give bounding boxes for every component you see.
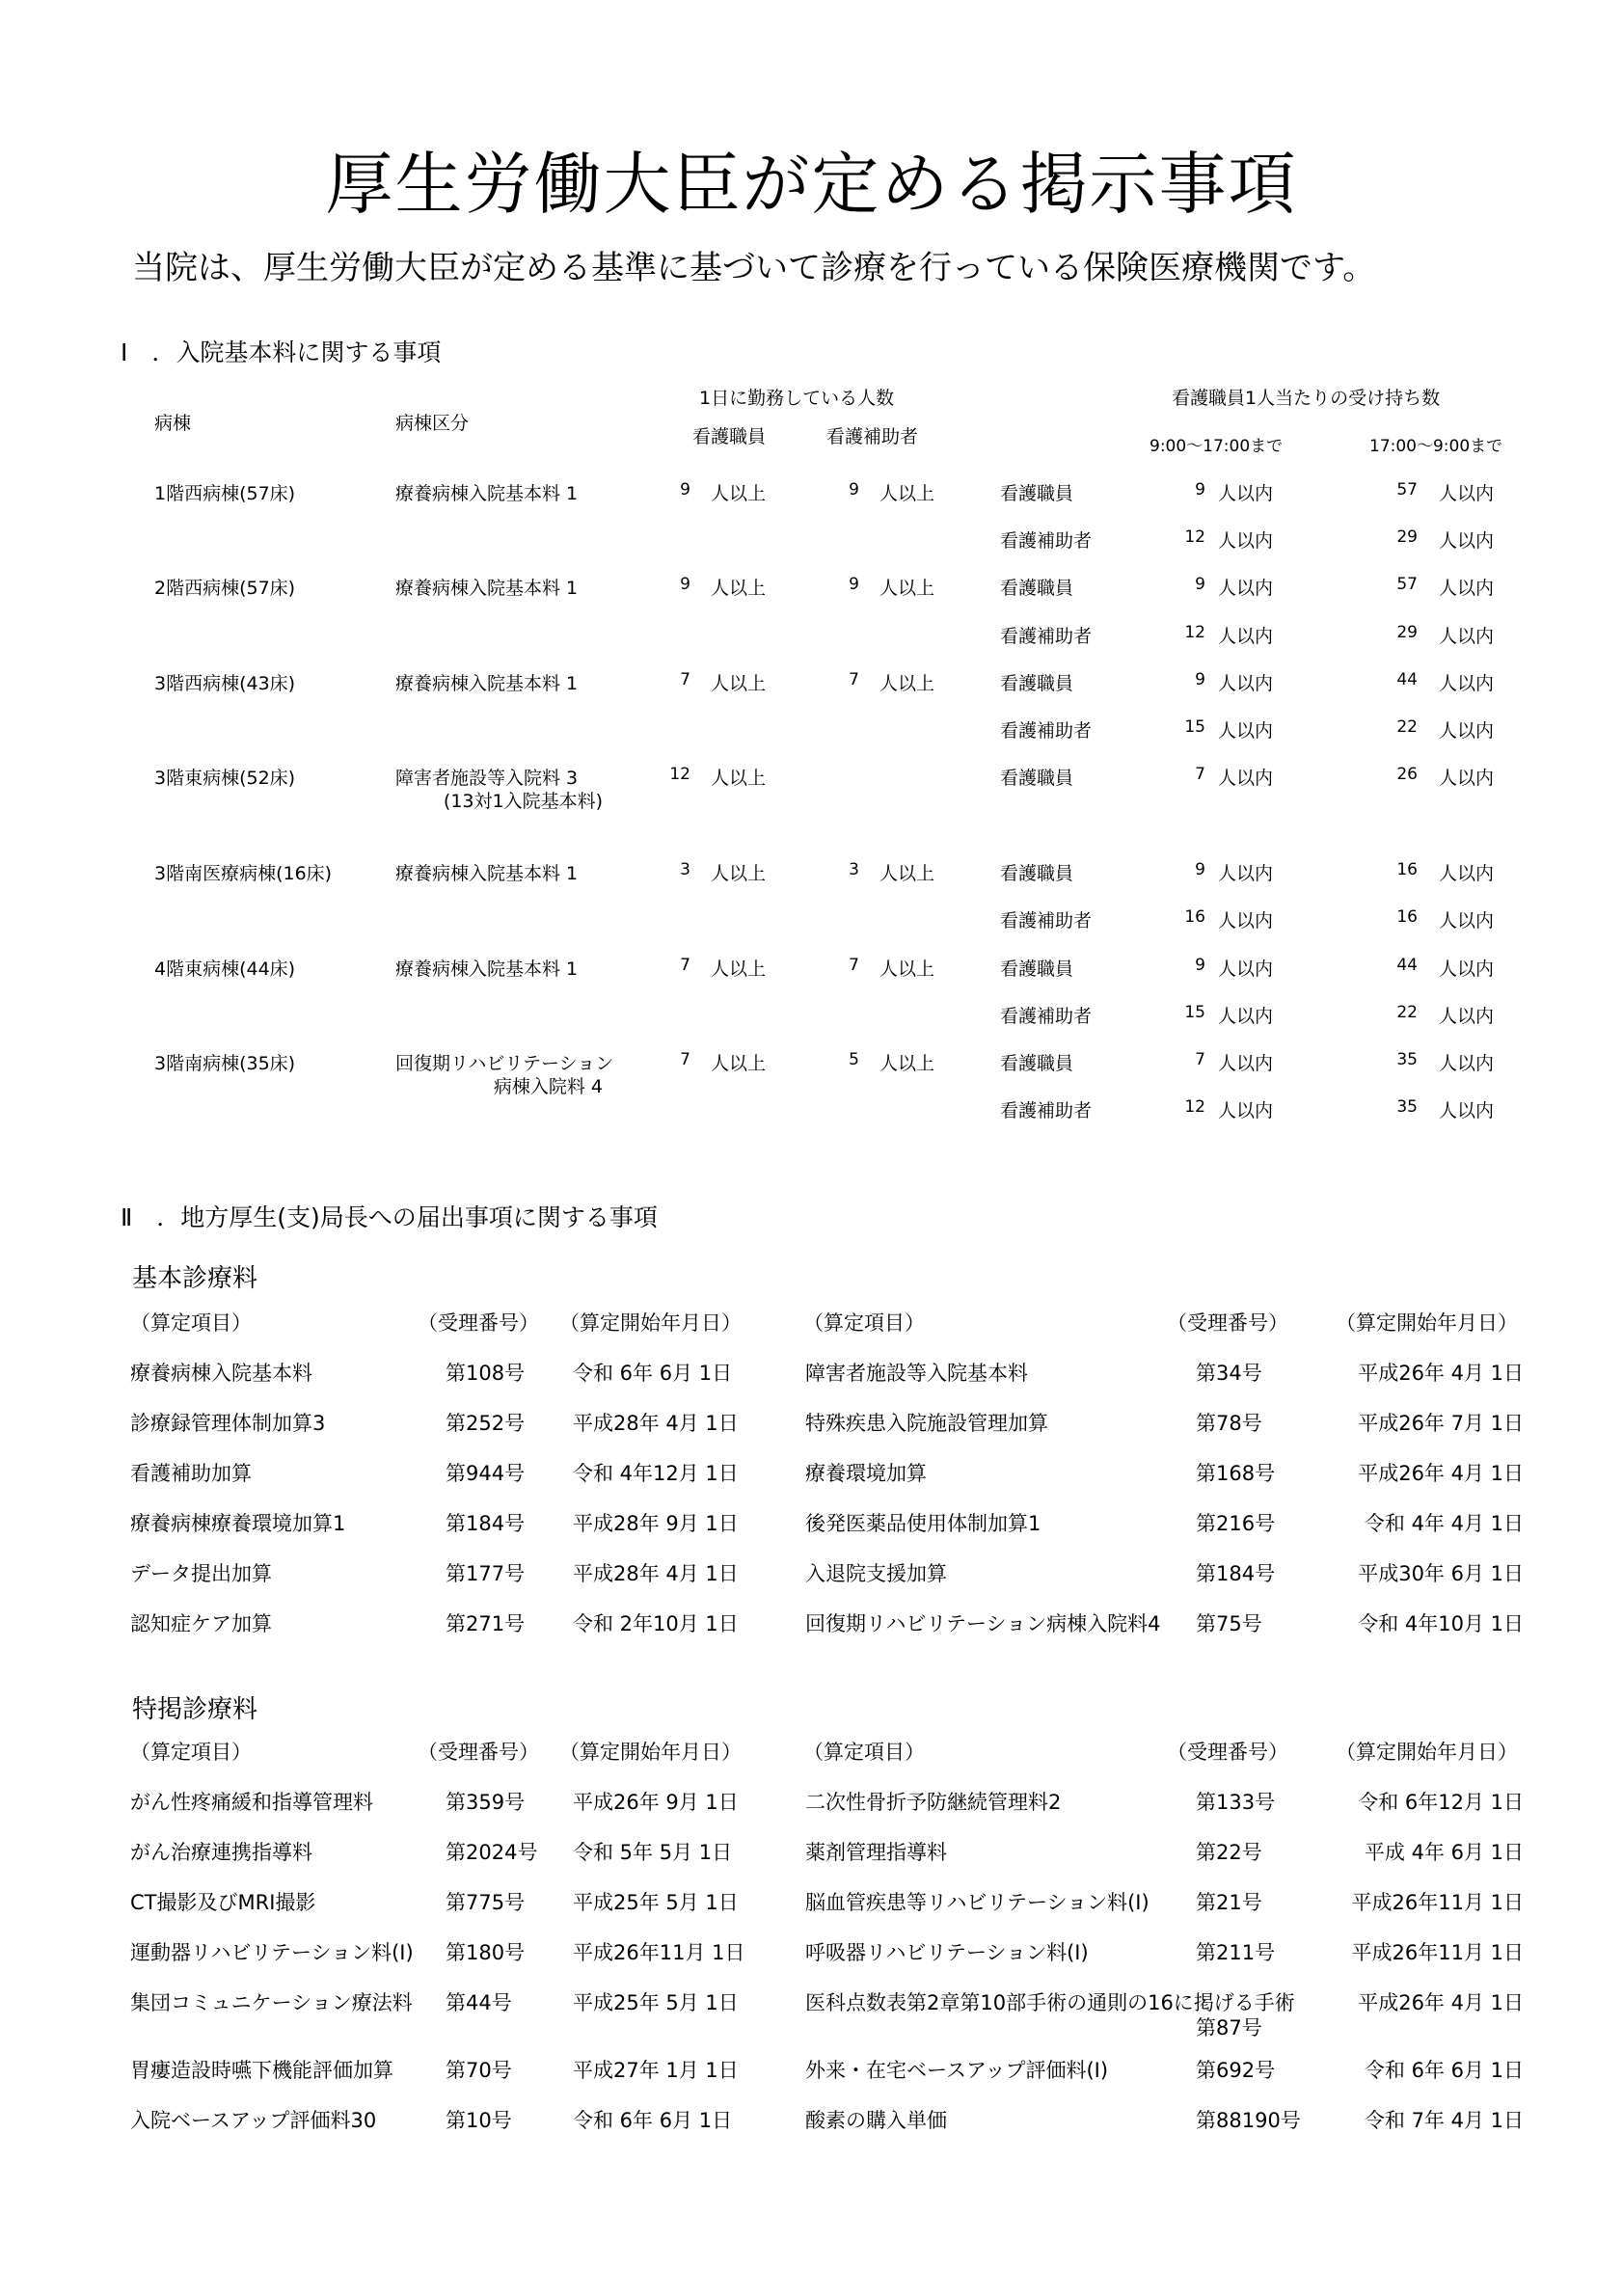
unit-max: 人以内 (1439, 530, 1495, 552)
fee-start-date: 令和 4年12月 1日 (573, 1462, 739, 1485)
col-header-date: （算定開始年月日） (559, 1741, 742, 1764)
fee-start-date: 平成28年 9月 1日 (573, 1512, 739, 1535)
fee-item: 運動器リハビリテーション料(Ⅰ) (130, 1941, 414, 1964)
unit-min: 人以上 (879, 483, 935, 504)
unit-max: 人以内 (1439, 1100, 1495, 1121)
fee-start-date: 平成28年 4月 1日 (573, 1412, 739, 1435)
fee-number: 第184号 (446, 1512, 526, 1535)
fee-item: がん治療連携指導料 (130, 1841, 312, 1864)
col-header-date: （算定開始年月日） (1336, 1741, 1518, 1764)
night-ratio: 35 (1396, 1050, 1418, 1069)
fee-item: 特殊疾患入院施設管理加算 (805, 1412, 1048, 1435)
fee-item: 集団コミュニケーション療法料 (130, 1991, 413, 2014)
aide-count: 9 (849, 480, 859, 500)
header-ward: 病棟 (154, 413, 192, 434)
fee-item: 回復期リハビリテーション病棟入院料4 (805, 1612, 1161, 1635)
day-ratio: 9 (1195, 956, 1205, 975)
fee-number: 第10号 (446, 2109, 512, 2132)
unit-min: 人以上 (879, 863, 935, 884)
fee-start-date: 平成26年11月 1日 (573, 1941, 745, 1964)
ward-name: 3階南病棟(35床) (154, 1053, 296, 1074)
fee-start-date: 令和 2年10月 1日 (573, 1612, 739, 1635)
fee-number: 第21号 (1196, 1891, 1262, 1914)
header-aide: 看護補助者 (826, 426, 919, 447)
night-ratio: 35 (1396, 1097, 1418, 1117)
aide-count: 5 (849, 1050, 859, 1069)
fee-number: 第34号 (1196, 1362, 1262, 1385)
unit-max: 人以内 (1439, 673, 1495, 694)
fee-number: 第133号 (1196, 1791, 1276, 1814)
col-header-number: （受理番号） (1167, 1311, 1288, 1335)
header-day-shift: 9:00～17:00まで (1150, 437, 1284, 456)
ward-category-note: 病棟入院料 4 (493, 1076, 603, 1097)
unit-max: 人以内 (1439, 768, 1495, 789)
ward-category: 療養病棟入院基本料 1 (395, 959, 579, 980)
fee-start-date: 平成26年11月 1日 (1351, 1941, 1524, 1964)
section2-heading: Ⅱ ．地方厚生(支)局長への届出事項に関する事項 (121, 1203, 658, 1231)
section1-heading: Ⅰ ．入院基本料に関する事項 (121, 338, 442, 366)
ward-category: 療養病棟入院基本料 1 (395, 863, 579, 884)
unit-max: 人以内 (1439, 959, 1495, 980)
unit-max: 人以内 (1218, 959, 1274, 980)
nurse-count: 7 (680, 670, 690, 689)
ward-category: 障害者施設等入院料 3 (395, 768, 579, 789)
fee-item: 外来・在宅ベースアップ評価料(Ⅰ) (805, 2059, 1109, 2082)
nurse-count: 3 (680, 860, 690, 879)
fee-start-date: 令和 4年 4月 1日 (1364, 1512, 1524, 1535)
unit-max: 人以内 (1218, 673, 1274, 694)
fee-number: 第271号 (446, 1612, 526, 1635)
unit-min: 人以上 (879, 959, 935, 980)
fee-start-date: 平成26年 7月 1日 (1358, 1412, 1524, 1435)
header-night-shift: 17:00～9:00まで (1369, 437, 1503, 456)
fee-item: 療養環境加算 (805, 1462, 927, 1485)
special-fees-title: 特掲診療料 (132, 1695, 258, 1724)
nurse-count: 9 (680, 575, 690, 594)
staff-type: 看護補助者 (1000, 626, 1093, 647)
fee-item: CT撮影及びMRI撮影 (130, 1891, 316, 1914)
fee-number: 第2024号 (446, 1841, 538, 1864)
fee-item: 障害者施設等入院基本料 (805, 1362, 1028, 1385)
col-header-item: （算定項目） (130, 1311, 252, 1335)
unit-max: 人以内 (1218, 720, 1274, 742)
unit-min: 人以上 (711, 863, 767, 884)
basic-fees-title: 基本診療料 (132, 1264, 258, 1293)
fee-item: 入退院支援加算 (805, 1562, 947, 1585)
col-header-number: （受理番号） (1167, 1741, 1288, 1764)
fee-number: 第78号 (1196, 1412, 1262, 1435)
fee-start-date: 平成 4年 6月 1日 (1364, 1841, 1524, 1864)
col-header-item: （算定項目） (130, 1741, 252, 1764)
fee-number: 第108号 (446, 1362, 526, 1385)
fee-number: 第180号 (446, 1941, 526, 1964)
unit-max: 人以内 (1218, 483, 1274, 504)
unit-min: 人以上 (879, 1053, 935, 1074)
aide-count: 9 (849, 575, 859, 594)
header-patients-per-staff: 看護職員1人当たりの受け持ち数 (1172, 388, 1441, 409)
fee-item: がん性疼痛緩和指導管理料 (130, 1791, 373, 1814)
ward-category: 療養病棟入院基本料 1 (395, 483, 579, 504)
day-ratio: 12 (1184, 623, 1205, 642)
fee-start-date: 平成28年 4月 1日 (573, 1562, 739, 1585)
unit-max: 人以内 (1439, 483, 1495, 504)
fee-start-date: 平成25年 5月 1日 (573, 1891, 739, 1914)
col-header-number: （受理番号） (418, 1741, 539, 1764)
fee-item: 胃瘻造設時嚥下機能評価加算 (130, 2059, 393, 2082)
col-header-item: （算定項目） (803, 1741, 925, 1764)
unit-max: 人以内 (1218, 578, 1274, 599)
fee-number: 第252号 (446, 1412, 526, 1435)
night-ratio: 57 (1396, 575, 1418, 594)
fee-item: 薬剤管理指導料 (805, 1841, 947, 1864)
unit-max: 人以内 (1439, 863, 1495, 884)
nurse-count: 7 (680, 956, 690, 975)
staff-type: 看護職員 (1000, 768, 1074, 789)
unit-min: 人以上 (711, 768, 767, 789)
fee-start-date: 平成25年 5月 1日 (573, 1991, 739, 2014)
day-ratio: 16 (1184, 907, 1205, 927)
night-ratio: 16 (1396, 907, 1418, 927)
nurse-count: 7 (680, 1050, 690, 1069)
header-category: 病棟区分 (395, 413, 470, 434)
night-ratio: 57 (1396, 480, 1418, 500)
unit-max: 人以内 (1218, 910, 1274, 932)
staff-type: 看護補助者 (1000, 530, 1093, 552)
fee-number: 第22号 (1196, 1841, 1262, 1864)
header-daily-staff: 1日に勤務している人数 (699, 388, 895, 409)
fee-start-date: 平成26年 4月 1日 (1358, 1991, 1524, 2014)
nurse-count: 12 (669, 765, 690, 784)
unit-min: 人以上 (711, 959, 767, 980)
day-ratio: 9 (1195, 480, 1205, 500)
unit-max: 人以内 (1439, 1006, 1495, 1027)
fee-start-date: 平成27年 1月 1日 (573, 2059, 739, 2082)
fee-item: 療養病棟入院基本料 (130, 1362, 312, 1385)
unit-max: 人以内 (1218, 530, 1274, 552)
staff-type: 看護職員 (1000, 863, 1074, 884)
unit-max: 人以内 (1439, 578, 1495, 599)
fee-number: 第177号 (446, 1562, 526, 1585)
fee-start-date: 平成26年 4月 1日 (1358, 1462, 1524, 1485)
ward-category: 療養病棟入院基本料 1 (395, 673, 579, 694)
document-subtitle: 当院は、厚生労働大臣が定める基準に基づいて診療を行っている保険医療機関です。 (132, 249, 1376, 287)
ward-name: 3階東病棟(52床) (154, 768, 296, 789)
unit-max: 人以内 (1439, 910, 1495, 932)
fee-number: 第184号 (1196, 1562, 1276, 1585)
fee-item: 後発医薬品使用体制加算1 (805, 1512, 1041, 1535)
aide-count: 7 (849, 956, 859, 975)
fee-start-date: 令和 6年 6月 1日 (573, 1362, 733, 1385)
night-ratio: 22 (1396, 1003, 1418, 1022)
col-header-date: （算定開始年月日） (559, 1311, 742, 1335)
fee-start-date: 令和 5年 5月 1日 (573, 1841, 733, 1864)
staff-type: 看護職員 (1000, 959, 1074, 980)
staff-type: 看護職員 (1000, 673, 1074, 694)
col-header-item: （算定項目） (803, 1311, 925, 1335)
day-ratio: 9 (1195, 860, 1205, 879)
fee-item: 呼吸器リハビリテーション料(Ⅰ) (805, 1941, 1089, 1964)
staff-type: 看護職員 (1000, 1053, 1074, 1074)
fee-number: 第216号 (1196, 1512, 1276, 1535)
day-ratio: 15 (1184, 1003, 1205, 1022)
fee-number: 第168号 (1196, 1462, 1276, 1485)
nurse-count: 9 (680, 480, 690, 500)
day-ratio: 15 (1184, 717, 1205, 737)
fee-item: 医科点数表第2章第10部手術の通則の16に掲げる手術 (805, 1991, 1295, 2014)
staff-type: 看護補助者 (1000, 910, 1093, 932)
fee-item: 療養病棟療養環境加算1 (130, 1512, 346, 1535)
fee-item: 入院ベースアップ評価料30 (130, 2109, 377, 2132)
fee-item: 診療録管理体制加算3 (130, 1412, 326, 1435)
fee-item: 二次性骨折予防継続管理料2 (805, 1791, 1062, 1814)
fee-start-date: 令和 6年12月 1日 (1358, 1791, 1524, 1814)
aide-count: 3 (849, 860, 859, 879)
fee-start-date: 令和 6年 6月 1日 (1364, 2059, 1524, 2082)
staff-type: 看護補助者 (1000, 1100, 1093, 1121)
fee-number: 第44号 (446, 1991, 512, 2014)
fee-item: 酸素の購入単価 (805, 2109, 947, 2132)
fee-start-date: 平成30年 6月 1日 (1358, 1562, 1524, 1585)
unit-max: 人以内 (1218, 1006, 1274, 1027)
night-ratio: 29 (1396, 623, 1418, 642)
fee-start-date: 令和 4年10月 1日 (1358, 1612, 1524, 1635)
staff-type: 看護補助者 (1000, 1006, 1093, 1027)
day-ratio: 12 (1184, 527, 1205, 547)
ward-name: 4階東病棟(44床) (154, 959, 296, 980)
night-ratio: 26 (1396, 765, 1418, 784)
ward-category-note: (13対1入院基本料) (443, 791, 603, 812)
unit-max: 人以内 (1439, 720, 1495, 742)
fee-number: 第211号 (1196, 1941, 1276, 1964)
fee-number: 第775号 (446, 1891, 526, 1914)
ward-name: 1階西病棟(57床) (154, 483, 296, 504)
fee-item: 脳血管疾患等リハビリテーション料(Ⅰ) (805, 1891, 1150, 1914)
unit-max: 人以内 (1439, 1053, 1495, 1074)
fee-number: 第70号 (446, 2059, 512, 2082)
day-ratio: 9 (1195, 575, 1205, 594)
col-header-number: （受理番号） (418, 1311, 539, 1335)
unit-max: 人以内 (1439, 626, 1495, 647)
fee-start-date: 令和 6年 6月 1日 (573, 2109, 733, 2132)
fee-start-date: 令和 7年 4月 1日 (1364, 2109, 1524, 2132)
staff-type: 看護職員 (1000, 483, 1074, 504)
night-ratio: 44 (1396, 670, 1418, 689)
fee-item: データ提出加算 (130, 1562, 272, 1585)
ward-name: 3階西病棟(43床) (154, 673, 296, 694)
ward-name: 2階西病棟(57床) (154, 578, 296, 599)
fee-start-date: 平成26年11月 1日 (1351, 1891, 1524, 1914)
unit-max: 人以内 (1218, 626, 1274, 647)
unit-max: 人以内 (1218, 1100, 1274, 1121)
unit-min: 人以上 (711, 1053, 767, 1074)
fee-number: 第944号 (446, 1462, 526, 1485)
fee-number: 第75号 (1196, 1612, 1262, 1635)
unit-max: 人以内 (1218, 1053, 1274, 1074)
unit-min: 人以上 (879, 673, 935, 694)
ward-category: 療養病棟入院基本料 1 (395, 578, 579, 599)
fee-start-date: 平成26年 4月 1日 (1358, 1362, 1524, 1385)
unit-min: 人以上 (711, 578, 767, 599)
fee-number: 第87号 (1196, 2016, 1262, 2039)
ward-category: 回復期リハビリテーション (395, 1053, 614, 1074)
fee-item: 看護補助加算 (130, 1462, 252, 1485)
day-ratio: 9 (1195, 670, 1205, 689)
staff-type: 看護職員 (1000, 578, 1074, 599)
unit-min: 人以上 (711, 673, 767, 694)
unit-min: 人以上 (711, 483, 767, 504)
unit-max: 人以内 (1218, 768, 1274, 789)
unit-max: 人以内 (1218, 863, 1274, 884)
fee-item: 認知症ケア加算 (130, 1612, 272, 1635)
unit-min: 人以上 (879, 578, 935, 599)
day-ratio: 12 (1184, 1097, 1205, 1117)
aide-count: 7 (849, 670, 859, 689)
header-nurse: 看護職員 (692, 426, 767, 447)
night-ratio: 22 (1396, 717, 1418, 737)
staff-type: 看護補助者 (1000, 720, 1093, 742)
ward-name: 3階南医療病棟(16床) (154, 863, 333, 884)
fee-start-date: 平成26年 9月 1日 (573, 1791, 739, 1814)
day-ratio: 7 (1195, 1050, 1205, 1069)
fee-number: 第692号 (1196, 2059, 1276, 2082)
col-header-date: （算定開始年月日） (1336, 1311, 1518, 1335)
fee-number: 第88190号 (1196, 2109, 1301, 2132)
night-ratio: 16 (1396, 860, 1418, 879)
day-ratio: 7 (1195, 765, 1205, 784)
document-title: 厚生労働大臣が定める掲示事項 (325, 145, 1298, 224)
fee-number: 第359号 (446, 1791, 526, 1814)
night-ratio: 29 (1396, 527, 1418, 547)
night-ratio: 44 (1396, 956, 1418, 975)
